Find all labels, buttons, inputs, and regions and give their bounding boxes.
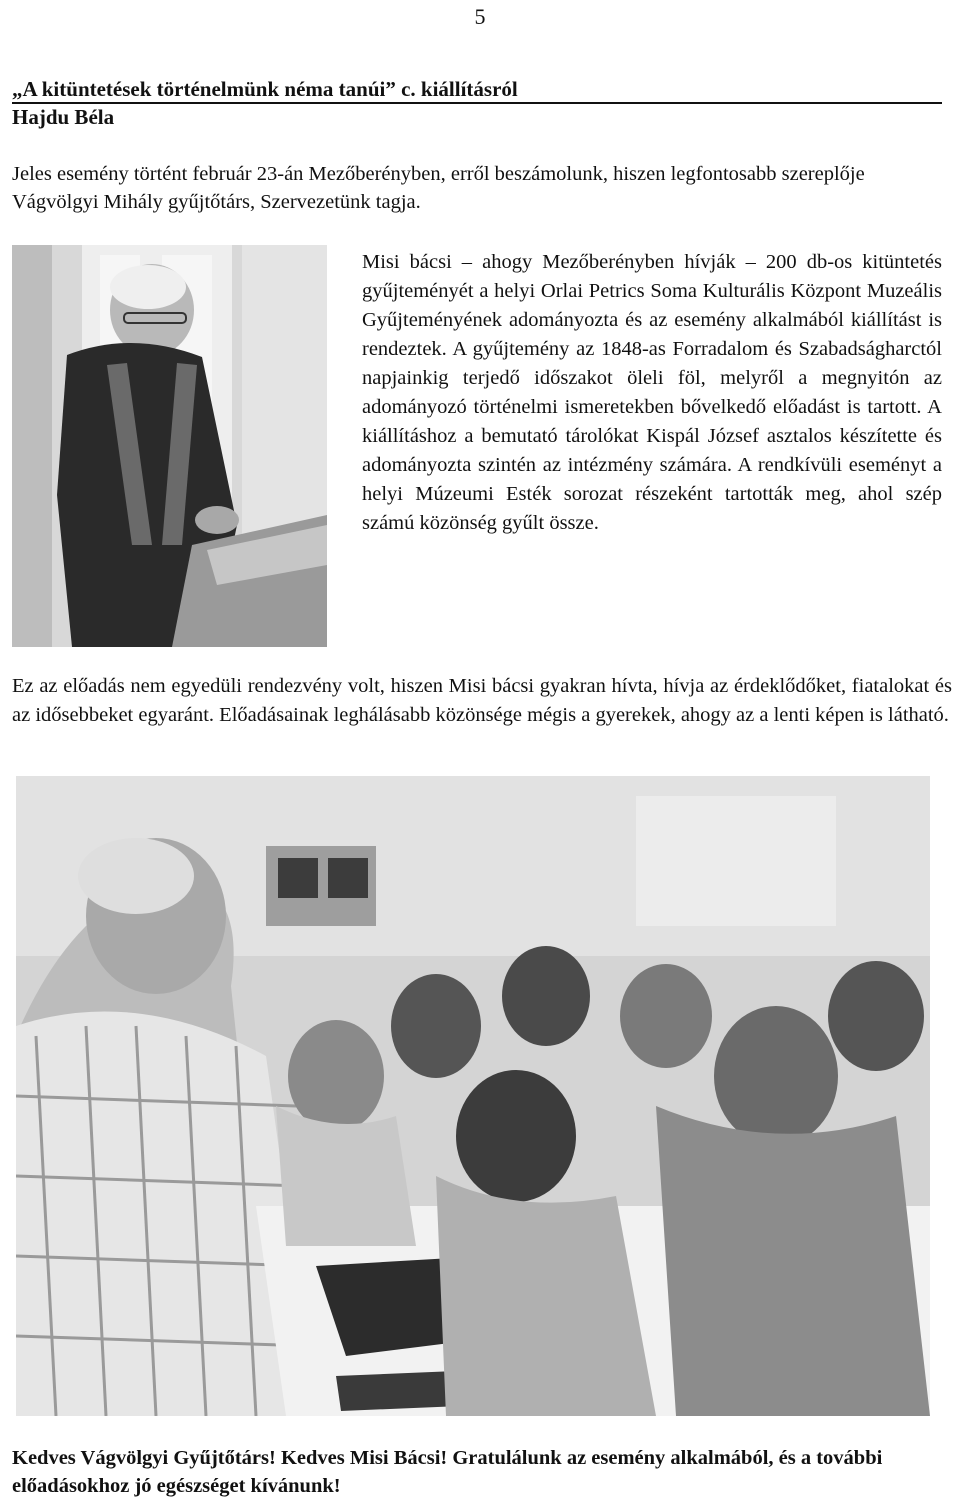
page-number: 5 — [474, 4, 486, 29]
article-author: Hajdu Béla — [12, 105, 115, 129]
article-title: „A kitüntetések történelmünk néma tanúi” c. kiállításról — [12, 76, 942, 104]
side-column-text: Misi bácsi – ahogy Mezőberényben hívják – 200 db-os kitüntetés gyűjteményét a helyi Orlai Petrics Soma Kulturális Központ Muzeális Gyűjteményének adományozta és az esemény alkalmából kiállítást is rendeztek. A gyűjtemény az 1848-as Forradalom és Szabadságharctól napjainkig terjedő időszakot öleli föl, melyről a megnyitón az adományozó történelmi ismeretekben bővelkedő előadást is tartott. A kiállításhoz a bemutató tárolókat Kispál József asztalos készítette és adományozta szintén az intézmény számára. A rendkívüli eseményt a helyi Múzeumi Esték sorozat részeként tartották meg, ahol szép számú közönség gyűlt össze. — [362, 251, 942, 534]
speaker-photo — [12, 245, 327, 647]
second-paragraph: Ez az előadás nem egyedüli rendezvény volt, hiszen Misi bácsi gyakran hívta, hívja az érdeklődőket, fiatalokat és az idősebbeket egyaránt. Előadásainak leghálásabb közönsége mégis a gyerekek, ahogy az a lenti képen is látható. — [12, 675, 952, 726]
children-audience-photo — [16, 776, 930, 1416]
intro-paragraph: Jeles esemény történt február 23-án Mezőberényben, erről beszámolunk, hiszen legfontosabb szereplője Vágvölgyi Mihály gyűjtőtárs, Szervezetünk tagja. — [12, 163, 865, 213]
closing-wishes: Kedves Vágvölgyi Gyűjtőtárs! Kedves Misi Bácsi! Gratulálunk az esemény alkalmából, és a további előadásokhoz jó egészséget kívánunk! — [12, 1447, 883, 1497]
